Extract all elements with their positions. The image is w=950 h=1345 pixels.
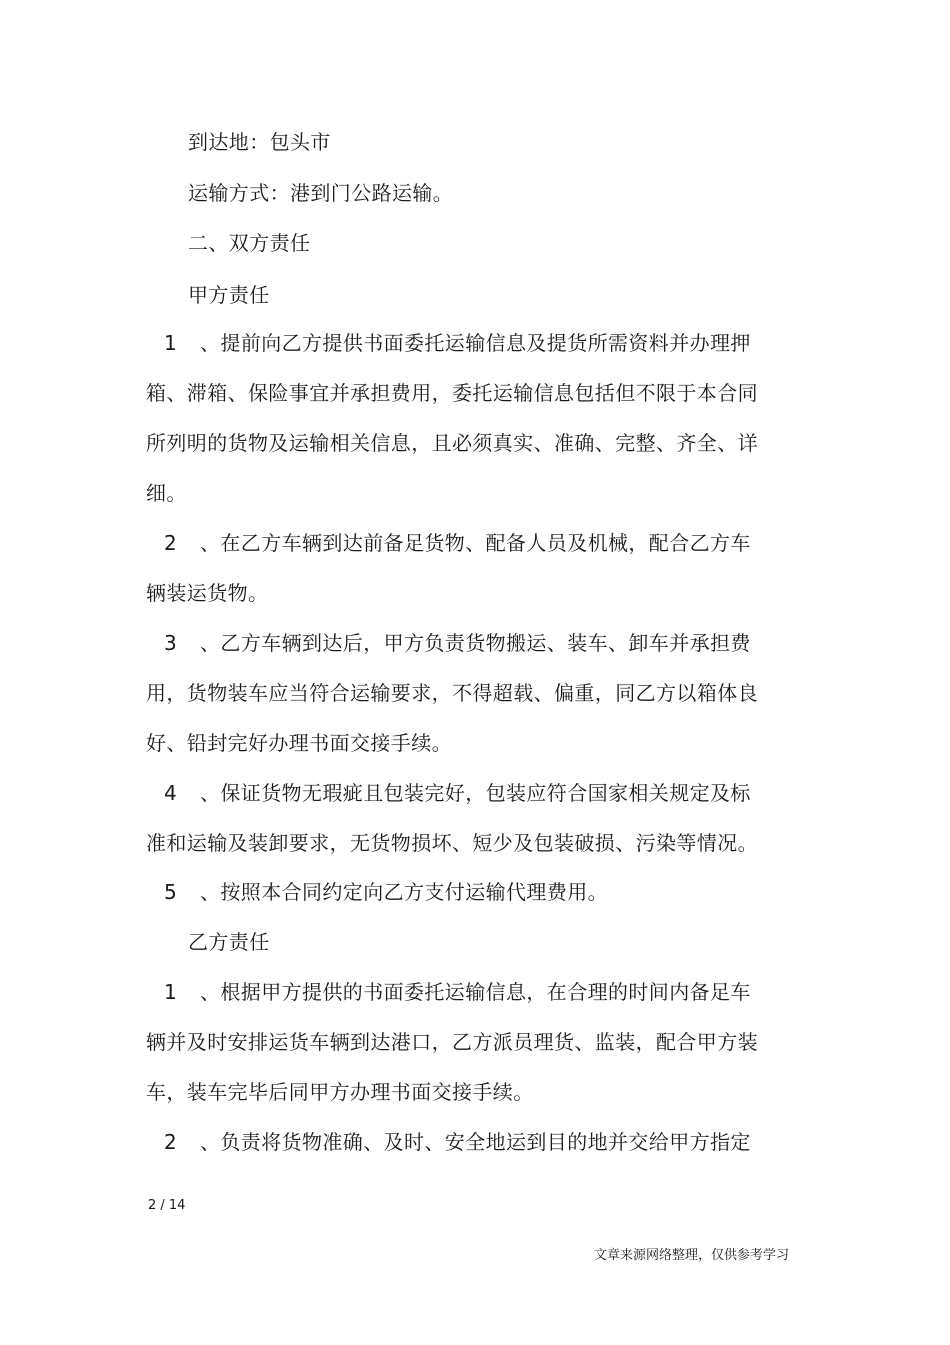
paragraph-line: 细。: [146, 481, 187, 505]
page-number: 2 / 14: [148, 1198, 186, 1213]
paragraph-line: 辆装运货物。: [146, 581, 269, 605]
party-b-heading: 乙方责任: [188, 930, 270, 954]
item-text: 、按照本合同约定向乙方支付运输代理费用。: [200, 880, 608, 904]
paragraph-line: 所列明的货物及运输相关信息，且必须真实、准确、完整、齐全、详: [146, 431, 758, 455]
item-text: 、提前向乙方提供书面委托运输信息及提货所需资料并办理押: [200, 331, 751, 355]
item-number: 2: [164, 531, 178, 555]
paragraph-line: 用，货物装车应当符合运输要求，不得超载、偏重，同乙方以箱体良: [146, 681, 758, 705]
party-a-item-3: [146, 631, 786, 655]
paragraph-line: 辆并及时安排运货车辆到达港口，乙方派员理货、监装，配合甲方装: [146, 1030, 758, 1054]
party-a-item-5: [146, 880, 786, 904]
item-number: 3: [164, 631, 178, 655]
item-number: 4: [164, 781, 178, 805]
party-a-item-4: [146, 781, 786, 805]
party-b-item-2: [146, 1130, 786, 1154]
footer-note: 文章来源网络整理，仅供参考学习: [594, 1248, 790, 1263]
transport-mode-line: 运输方式：港到门公路运输。: [188, 181, 454, 205]
item-number: 2: [164, 1130, 178, 1154]
destination-line: 到达地：包头市: [188, 130, 331, 154]
item-text: 、保证货物无瑕疵且包装完好，包装应符合国家相关规定及标: [200, 781, 751, 805]
item-number: 1: [164, 331, 178, 355]
party-a-item-1: [146, 331, 786, 355]
paragraph-line: 准和运输及装卸要求，无货物损坏、短少及包装破损、污染等情况。: [146, 831, 758, 855]
paragraph-line: 箱、滞箱、保险事宜并承担费用，委托运输信息包括但不限于本合同: [146, 381, 758, 405]
paragraph-line: 好、铅封完好办理书面交接手续。: [146, 731, 452, 755]
item-text: 、在乙方车辆到达前备足货物、配备人员及机械，配合乙方车: [200, 531, 751, 555]
item-number: 1: [164, 980, 178, 1004]
section-heading: 二、双方责任: [188, 231, 311, 255]
item-text: 、乙方车辆到达后，甲方负责货物搬运、装车、卸车并承担费: [200, 631, 751, 655]
item-number: 5: [164, 880, 178, 904]
party-b-item-1: [146, 980, 786, 1004]
item-text: 、负责将货物准确、及时、安全地运到目的地并交给甲方指定: [200, 1130, 751, 1154]
party-a-heading: 甲方责任: [188, 283, 270, 307]
party-a-item-2: [146, 531, 786, 555]
item-text: 、根据甲方提供的书面委托运输信息，在合理的时间内备足车: [200, 980, 751, 1004]
paragraph-line: 车，装车完毕后同甲方办理书面交接手续。: [146, 1080, 534, 1104]
